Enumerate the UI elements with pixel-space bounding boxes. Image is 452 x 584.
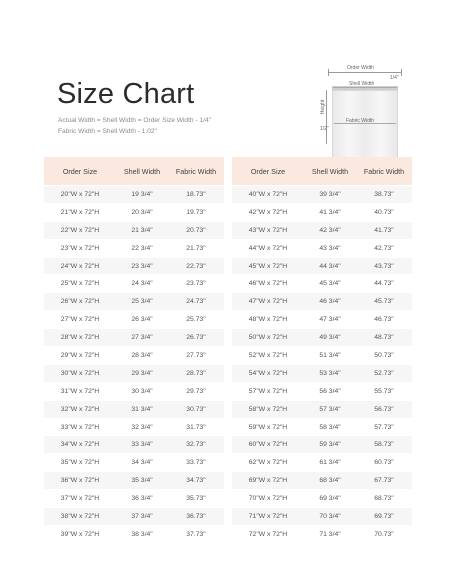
fabric-width-cell: 29.73": [168, 382, 224, 400]
table-row: [232, 490, 412, 508]
order-size-header: Order Size: [44, 157, 116, 186]
fabric-width-cell: 38.73": [356, 186, 412, 204]
table-row: [44, 508, 224, 526]
order-size-cell: 29"W x 72"H: [44, 347, 116, 365]
table-row: [44, 418, 224, 436]
shell-width-cell: 53 3/4": [304, 364, 356, 382]
fabric-width-cell: 33.73": [168, 454, 224, 472]
shell-width-cell: 41 3/4": [304, 203, 356, 221]
table-row: [232, 329, 412, 347]
order-size-cell: 25"W x 72"H: [44, 275, 116, 293]
order-size-cell: 24"W x 72"H: [44, 257, 116, 275]
height-line: [326, 90, 327, 144]
order-size-cell: 42"W x 72"H: [232, 203, 304, 221]
fabric-width-cell: 48.73": [356, 329, 412, 347]
order-size-cell: 71"W x 72"H: [232, 508, 304, 526]
shell-width-cell: 32 3/4": [116, 418, 168, 436]
shell-width-cell: 20 3/4": [116, 203, 168, 221]
shell-width-cell: 22 3/4": [116, 239, 168, 257]
order-size-cell: 21"W x 72"H: [44, 203, 116, 221]
fabric-width-cell: 44.73": [356, 275, 412, 293]
fabric-width-cell: 67.73": [356, 472, 412, 490]
shell-width-label: Shell Width: [349, 81, 375, 87]
table-row: [44, 239, 224, 257]
shell-width-header: Shell Width: [116, 157, 168, 186]
table-row: [44, 347, 224, 365]
order-size-cell: 22"W x 72"H: [44, 221, 116, 239]
order-width-line: [328, 72, 402, 73]
table-row: [232, 293, 412, 311]
order-size-cell: 28"W x 72"H: [44, 329, 116, 347]
table-row: [44, 186, 224, 204]
table-row: [44, 490, 224, 508]
fabric-width-cell: 69.73": [356, 508, 412, 526]
fabric-width-cell: 34.73": [168, 472, 224, 490]
order-size-cell: 69"W x 72"H: [232, 472, 304, 490]
shell-width-header: Shell Width: [304, 157, 356, 186]
table-row: [44, 329, 224, 347]
table-row: [232, 436, 412, 454]
table-header-row: [44, 157, 224, 186]
fabric-width-cell: 23.73": [168, 275, 224, 293]
fabric-width-cell: 58.73": [356, 436, 412, 454]
fabric-width-cell: 21.73": [168, 239, 224, 257]
shell-width-cell: 56 3/4": [304, 382, 356, 400]
shell-width-cell: 70 3/4": [304, 508, 356, 526]
table-row: [232, 364, 412, 382]
fabric-width-formula: Fabric Width = Shell Width - 1.02": [58, 128, 157, 135]
order-size-cell: 33"W x 72"H: [44, 418, 116, 436]
fabric-width-cell: 60.73": [356, 454, 412, 472]
fabric-width-header: Fabric Width: [356, 157, 412, 186]
fabric-width-cell: 41.73": [356, 221, 412, 239]
order-size-cell: 32"W x 72"H: [44, 400, 116, 418]
quarter-inch-label: 1/4": [390, 75, 399, 81]
order-size-cell: 48"W x 72"H: [232, 311, 304, 329]
order-size-cell: 70"W x 72"H: [232, 490, 304, 508]
shell-width-cell: 71 3/4": [304, 525, 356, 542]
table-row: [232, 508, 412, 526]
size-table-left: [44, 157, 224, 543]
order-size-cell: 23"W x 72"H: [44, 239, 116, 257]
fabric-width-cell: 46.73": [356, 311, 412, 329]
order-size-cell: 62"W x 72"H: [232, 454, 304, 472]
order-size-cell: 60"W x 72"H: [232, 436, 304, 454]
shell-width-cell: 19 3/4": [116, 186, 168, 204]
fabric-width-cell: 19.73": [168, 203, 224, 221]
table-row: [44, 364, 224, 382]
shell-width-cell: 24 3/4": [116, 275, 168, 293]
shell-width-cell: 28 3/4": [116, 347, 168, 365]
fabric-width-cell: 70.73": [356, 525, 412, 542]
order-size-cell: 31"W x 72"H: [44, 382, 116, 400]
shell-width-cell: 37 3/4": [116, 508, 168, 526]
table-row: [232, 275, 412, 293]
fabric-width-cell: 27.73": [168, 347, 224, 365]
table-row: [232, 221, 412, 239]
size-table-right: [232, 157, 412, 543]
order-size-cell: 72"W x 72"H: [232, 525, 304, 542]
fabric-width-cell: 37.73": [168, 525, 224, 542]
curtain-diagram: [322, 62, 404, 144]
order-size-cell: 37"W x 72"H: [44, 490, 116, 508]
order-width-label: Order Width: [347, 65, 374, 71]
fabric-width-cell: 57.73": [356, 418, 412, 436]
shell-width-cell: 21 3/4": [116, 221, 168, 239]
table-row: [232, 257, 412, 275]
order-size-cell: 57"W x 72"H: [232, 382, 304, 400]
order-size-header: Order Size: [232, 157, 304, 186]
shell-width-cell: 29 3/4": [116, 364, 168, 382]
shell-width-line: [333, 87, 397, 88]
fabric-width-cell: 31.73": [168, 418, 224, 436]
order-size-cell: 54"W x 72"H: [232, 364, 304, 382]
table-row: [232, 382, 412, 400]
table-row: [44, 203, 224, 221]
shell-width-cell: 61 3/4": [304, 454, 356, 472]
fabric-width-label: Fabric Width: [346, 118, 375, 124]
order-width-tick-left: [328, 69, 329, 76]
order-size-cell: 58"W x 72"H: [232, 400, 304, 418]
shell-width-cell: 49 3/4": [304, 329, 356, 347]
fabric-width-cell: 40.73": [356, 203, 412, 221]
table-row: [44, 472, 224, 490]
fabric-width-header: Fabric Width: [168, 157, 224, 186]
actual-width-formula: Actual Width = Shell Width = Order Size Width - 1/4": [58, 117, 211, 124]
table-row: [44, 382, 224, 400]
half-inch-label: 1/2": [320, 126, 329, 132]
shell-width-cell: 34 3/4": [116, 454, 168, 472]
order-size-cell: 39"W x 72"H: [44, 525, 116, 542]
fabric-width-cell: 50.73": [356, 347, 412, 365]
shell-width-cell: 39 3/4": [304, 186, 356, 204]
fabric-width-cell: 55.73": [356, 382, 412, 400]
shell-width-cell: 43 3/4": [304, 239, 356, 257]
shell-width-cell: 42 3/4": [304, 221, 356, 239]
shell-width-cell: 51 3/4": [304, 347, 356, 365]
fabric-width-cell: 36.73": [168, 508, 224, 526]
order-size-cell: 50"W x 72"H: [232, 329, 304, 347]
table-row: [232, 418, 412, 436]
shell-width-cell: 58 3/4": [304, 418, 356, 436]
shell-width-cell: 59 3/4": [304, 436, 356, 454]
table-row: [44, 454, 224, 472]
order-size-cell: 44"W x 72"H: [232, 239, 304, 257]
order-size-cell: 45"W x 72"H: [232, 257, 304, 275]
shell-width-cell: 38 3/4": [116, 525, 168, 542]
fabric-width-cell: 32.73": [168, 436, 224, 454]
shell-width-cell: 23 3/4": [116, 257, 168, 275]
shell-width-cell: 26 3/4": [116, 311, 168, 329]
shell-width-cell: 57 3/4": [304, 400, 356, 418]
table-header-row: [232, 157, 412, 186]
shell-width-cell: 69 3/4": [304, 490, 356, 508]
fabric-width-cell: 68.73": [356, 490, 412, 508]
fabric-width-cell: 22.73": [168, 257, 224, 275]
table-row: [44, 275, 224, 293]
height-label: Height: [320, 99, 327, 115]
shell-width-cell: 31 3/4": [116, 400, 168, 418]
fabric-width-cell: 24.73": [168, 293, 224, 311]
fabric-width-cell: 42.73": [356, 239, 412, 257]
order-size-cell: 43"W x 72"H: [232, 221, 304, 239]
fabric-width-cell: 35.73": [168, 490, 224, 508]
table-row: [232, 239, 412, 257]
order-size-cell: 27"W x 72"H: [44, 311, 116, 329]
table-row: [44, 311, 224, 329]
table-row: [232, 347, 412, 365]
shell-width-cell: 35 3/4": [116, 472, 168, 490]
order-size-cell: 40"W x 72"H: [232, 186, 304, 204]
fabric-width-cell: 30.73": [168, 400, 224, 418]
shell-width-cell: 25 3/4": [116, 293, 168, 311]
order-width-tick-right: [401, 69, 402, 76]
fabric-width-cell: 52.73": [356, 364, 412, 382]
order-size-cell: 35"W x 72"H: [44, 454, 116, 472]
table-row: [44, 400, 224, 418]
order-size-cell: 26"W x 72"H: [44, 293, 116, 311]
order-size-cell: 30"W x 72"H: [44, 364, 116, 382]
shell-width-cell: 68 3/4": [304, 472, 356, 490]
fabric-width-cell: 25.73": [168, 311, 224, 329]
shell-width-cell: 44 3/4": [304, 257, 356, 275]
order-size-cell: 47"W x 72"H: [232, 293, 304, 311]
table-row: [44, 293, 224, 311]
shell-width-cell: 46 3/4": [304, 293, 356, 311]
order-size-cell: 46"W x 72"H: [232, 275, 304, 293]
order-size-cell: 38"W x 72"H: [44, 508, 116, 526]
shell-width-cell: 27 3/4": [116, 329, 168, 347]
fabric-width-cell: 56.73": [356, 400, 412, 418]
shell-width-cell: 36 3/4": [116, 490, 168, 508]
table-row: [232, 525, 412, 542]
fabric-width-cell: 45.73": [356, 293, 412, 311]
table-row: [44, 257, 224, 275]
shell-width-cell: 45 3/4": [304, 275, 356, 293]
shell-width-cell: 30 3/4": [116, 382, 168, 400]
table-row: [44, 525, 224, 542]
table-row: [232, 186, 412, 204]
order-size-cell: 20"W x 72"H: [44, 186, 116, 204]
page-title: Size Chart: [57, 78, 195, 110]
fabric-width-cell: 20.73": [168, 221, 224, 239]
order-size-cell: 59"W x 72"H: [232, 418, 304, 436]
fabric-width-cell: 26.73": [168, 329, 224, 347]
table-row: [44, 221, 224, 239]
order-size-cell: 52"W x 72"H: [232, 347, 304, 365]
fabric-width-cell: 43.73": [356, 257, 412, 275]
fabric-width-cell: 28.73": [168, 364, 224, 382]
shell-width-cell: 47 3/4": [304, 311, 356, 329]
order-size-cell: 34"W x 72"H: [44, 436, 116, 454]
table-row: [232, 454, 412, 472]
table-row: [232, 203, 412, 221]
fabric-width-cell: 18.73": [168, 186, 224, 204]
shell-width-cell: 33 3/4": [116, 436, 168, 454]
table-row: [232, 400, 412, 418]
table-row: [232, 472, 412, 490]
table-row: [44, 436, 224, 454]
table-row: [232, 311, 412, 329]
order-size-cell: 36"W x 72"H: [44, 472, 116, 490]
